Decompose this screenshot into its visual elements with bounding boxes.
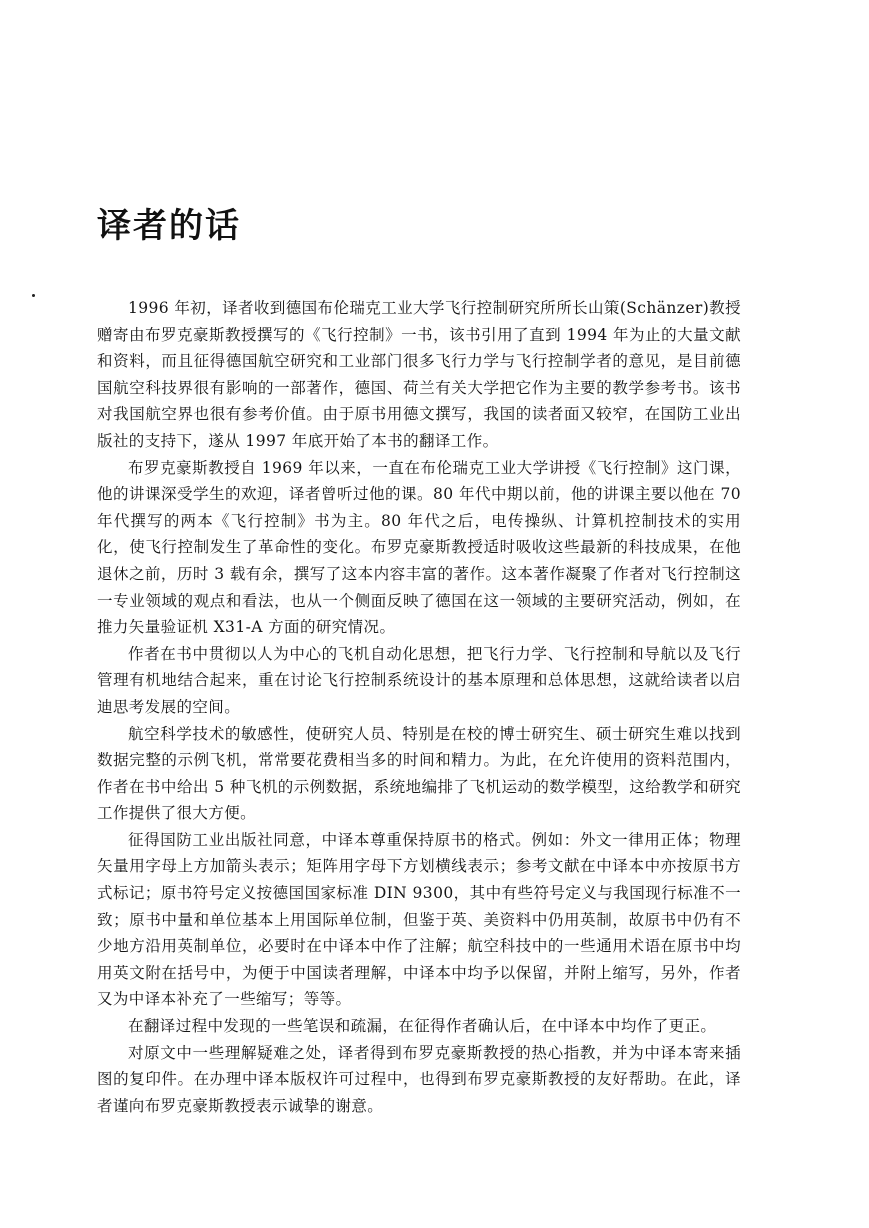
paragraph-6: 在翻译过程中发现的一些笔误和疏漏，在征得作者确认后，在中译本中均作了更正。 xyxy=(128,1017,717,1036)
body-text xyxy=(97,295,741,1119)
paragraph-4: 航空科学技术的敏感性，使研究人员、特别是在校的博士研究生、硕士研究生难以找到数据完整的示例飞机，常常要花费相当多的时间和精力。为此，在允许使用的资料范围内，作者在书中给出 5 种飞机的示例数据，系统地编排了飞机运动的数学模型，这给教学和研究工作提供了很大方便。 xyxy=(97,724,741,823)
paragraph-7: 对原文中一些理解疑难之处，译者得到布罗克豪斯教授的热心指教，并为中译本寄来插图的复印件。在办理中译本版权许可过程中，也得到布罗克豪斯教授的友好帮助。在此，译者谨向布罗克豪斯教授表示诚挚的谢意。 xyxy=(97,1043,741,1115)
paragraph-5: 征得国防工业出版社同意，中译本尊重保持原书的格式。例如：外文一律用正体；物理矢量用字母上方加箭头表示；矩阵用字母下方划横线表示；参考文献在中译本中亦按原书方式标记；原书符号定义按德国国家标准 DIN 9300，其中有些符号定义与我国现行标准不一致；原书中量和单位基本上用国际单位制，但鉴于英、美资料中仍用英制，故原书中仍有不少地方沿用英制单位，必要时在中译本中作了注解；航空科技中的一些通用术语在原书中均用英文附在括号中，为便于中国读者理解，中译本中均予以保留，并附上缩写，另外，作者又为中译本补充了一些缩写；等等。 xyxy=(97,830,741,1009)
paragraph-2: 布罗克豪斯教授自 1969 年以来，一直在布伦瑞克工业大学讲授《飞行控制》这门课，他的讲课深受学生的欢迎，译者曾听过他的课。80 年代中期以前，他的讲课主要以他在 70 年代撰写的两本《飞行控制》书为主。80 年代之后，电传操纵、计算机控制技术的实用化，使飞行控制发生了革命性的变化。布罗克豪斯教授适时吸收这些最新的科技成果，在他退休之前，历时 3 载有余，撰写了这本内容丰富的著作。这本著作凝聚了作者对飞行控制这一专业领域的观点和看法，也从一个侧面反映了德国在这一领域的主要研究活动，例如，在推力矢量验证机 X31-A 方面的研究情况。 xyxy=(97,458,741,637)
paragraph-1: 1996 年初，译者收到德国布伦瑞克工业大学飞行控制研究所所长山策(Schänzer)教授赠寄由布罗克豪斯教授撰写的《飞行控制》一书，该书引用了直到 1994 年为止的大量文献和资料，而且征得德国航空研究和工业部门很多飞行力学与飞行控制学者的意见，是目前德国航空科技界很有影响的一部著作，德国、荷兰有关大学把它作为主要的教学参考书。该书对我国航空界也很有参考价值。由于原书用德文撰写，我国的读者面又较窄，在国防工业出版社的支持下，遂从 1997 年底开始了本书的翻译工作。 xyxy=(97,299,741,450)
margin-mark xyxy=(32,294,35,297)
paragraph-3: 作者在书中贯彻以人为中心的飞机自动化思想，把飞行力学、飞行控制和导航以及飞行管理有机地结合起来，重在讨论飞行控制系统设计的基本原理和总体思想，这就给读者以启迪思考发展的空间。 xyxy=(97,644,741,716)
page-title: 译者的话 xyxy=(97,206,241,246)
